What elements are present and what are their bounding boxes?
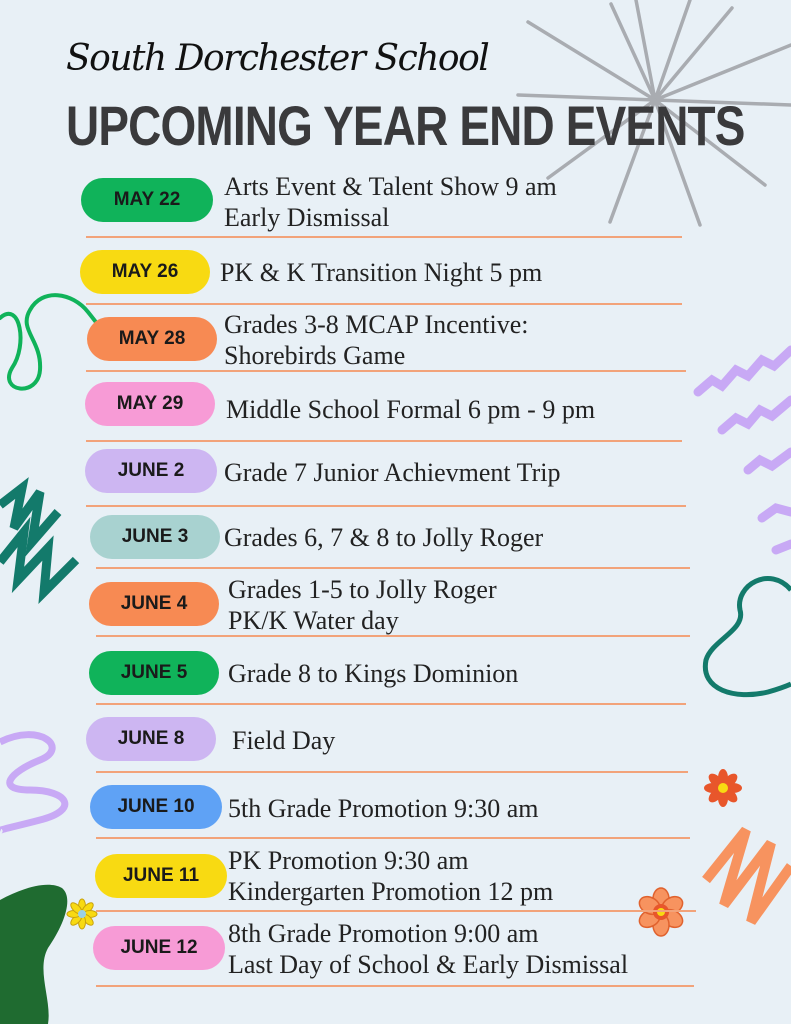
event-description xyxy=(224,522,543,553)
event-description-line: PK Promotion 9:30 am xyxy=(228,846,469,875)
divider xyxy=(96,703,686,705)
school-name: South Dorchester School xyxy=(66,38,489,79)
event-description xyxy=(226,394,595,425)
purple-scribble-icon xyxy=(0,735,65,832)
event-description-line: Kindergarten Promotion 12 pm xyxy=(228,877,554,906)
purple-squiggle-icon xyxy=(698,350,791,550)
event-description-line: PK & K Transition Night 5 pm xyxy=(220,258,543,287)
event-date-badge: JUNE 2 xyxy=(85,449,217,493)
flower-icon-red xyxy=(704,769,742,807)
divider xyxy=(86,303,682,305)
event-description-line: 8th Grade Promotion 9:00 am xyxy=(228,919,539,948)
event-description-line: Middle School Formal 6 pm - 9 pm xyxy=(226,395,596,424)
orange-zigzag-icon xyxy=(706,830,791,922)
green-blob-shape xyxy=(0,885,67,1024)
event-description xyxy=(224,171,557,233)
event-date-badge: JUNE 11 xyxy=(95,854,227,898)
divider xyxy=(96,837,690,839)
divider xyxy=(86,505,686,507)
event-date-badge: MAY 29 xyxy=(85,382,215,426)
event-description xyxy=(220,257,542,288)
event-description xyxy=(228,658,518,689)
divider xyxy=(86,440,682,442)
event-description-line: Last Day of School & Early Dismissal xyxy=(228,950,629,979)
event-date-badge: JUNE 12 xyxy=(93,926,225,970)
flower-icon-yellow xyxy=(67,899,97,929)
divider xyxy=(96,985,694,987)
event-description-line: Field Day xyxy=(232,726,336,755)
teal-loop-icon xyxy=(705,579,791,695)
event-description-line: Grades 3-8 MCAP Incentive: xyxy=(224,310,529,339)
event-description xyxy=(224,457,561,488)
event-date-badge: JUNE 3 xyxy=(90,515,220,559)
event-description xyxy=(228,574,497,636)
event-date-badge: JUNE 10 xyxy=(90,785,222,829)
page-title: UPCOMING YEAR END EVENTS xyxy=(66,94,745,157)
event-date-badge: JUNE 8 xyxy=(86,717,216,761)
event-date-badge: MAY 28 xyxy=(87,317,217,361)
event-description xyxy=(228,845,553,907)
divider xyxy=(96,567,690,569)
event-description xyxy=(228,793,539,824)
event-description xyxy=(232,725,335,756)
event-description-line: Early Dismissal xyxy=(224,203,390,232)
event-description-line: Shorebirds Game xyxy=(224,341,406,370)
divider xyxy=(96,771,688,773)
event-description-line: Grades 1-5 to Jolly Roger xyxy=(228,575,497,604)
event-description-line: 5th Grade Promotion 9:30 am xyxy=(228,794,539,823)
event-date-badge: MAY 22 xyxy=(81,178,213,222)
event-description xyxy=(224,309,528,371)
event-description xyxy=(228,918,628,980)
event-description-line: Grades 6, 7 & 8 to Jolly Roger xyxy=(224,523,544,552)
event-date-badge: JUNE 4 xyxy=(89,582,219,626)
event-date-badge: JUNE 5 xyxy=(89,651,219,695)
divider xyxy=(96,635,690,637)
event-description-line: PK/K Water day xyxy=(228,606,399,635)
divider xyxy=(86,370,686,372)
event-description-line: Grade 7 Junior Achievment Trip xyxy=(224,458,561,487)
event-description-line: Grade 8 to Kings Dominion xyxy=(228,659,519,688)
event-date-badge: MAY 26 xyxy=(80,250,210,294)
divider xyxy=(96,910,696,912)
divider xyxy=(86,236,682,238)
teal-zigzag-icon xyxy=(0,488,76,592)
flower-icon-orange xyxy=(636,888,686,936)
event-description-line: Arts Event & Talent Show 9 am xyxy=(224,172,557,201)
